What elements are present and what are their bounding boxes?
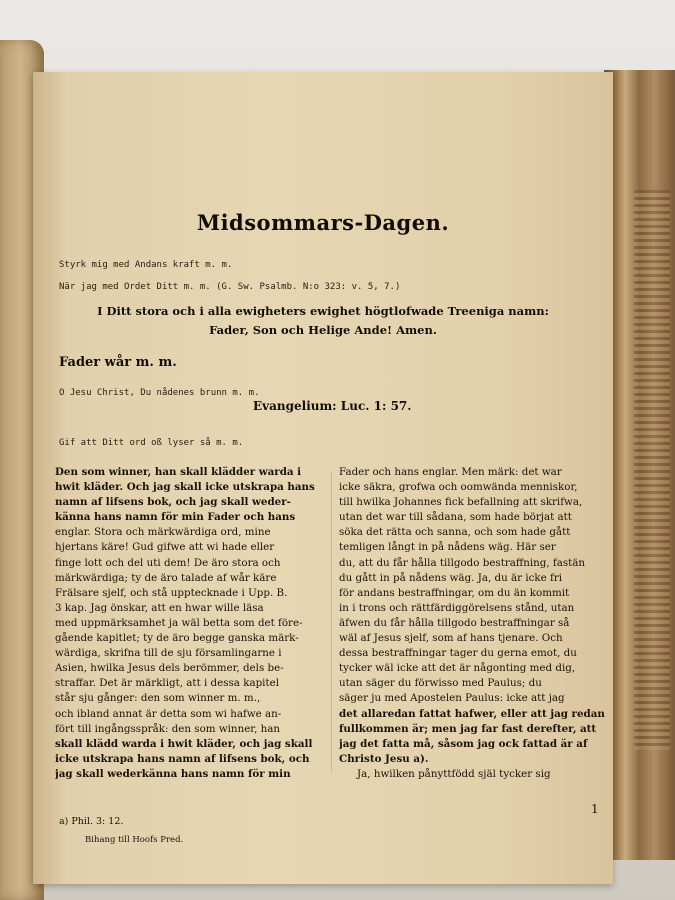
book-edge — [604, 70, 675, 860]
text-line: utan det war till sådana, som hade börjat att — [339, 511, 572, 524]
text-line: hwit kläder. Och jag skall icke utskrapa hans — [55, 481, 315, 494]
fader-var: Fader wår m. m. — [59, 355, 177, 370]
hymn-line-1: Styrk mig med Andans kraft m. m. — [59, 260, 233, 270]
page-title: Midsommars-Dagen. — [196, 210, 450, 235]
text-line: utan säger du förwisso med Paulus; du — [339, 677, 542, 690]
text-line: Den som winner, han skall klädder warda i — [55, 466, 302, 478]
text-line: du gått in på nådens wäg. Ja, du är icke fri — [339, 571, 563, 584]
text-line: 3 kap. Jag önskar, att en hwar wille läsa — [55, 601, 264, 614]
book-page — [33, 72, 613, 884]
text-line: känna hans namn för min Fader och hans — [55, 511, 296, 524]
text-line: Fader och hans englar. Men märk: det war — [339, 466, 562, 478]
text-line: jag det fatta må, såsom jag ock fattad är af — [339, 737, 588, 750]
prayer-line-1: I Ditt stora och i alla ewigheters ewighet högtlofwade Treeniga namn: — [97, 304, 549, 318]
text-line: dessa bestraffningar tager du gerna emot, du — [339, 647, 577, 660]
text-line: icke säkra, grofwa och oomwända menniskor, — [339, 481, 578, 494]
footnote: a) Phil. 3: 12. — [59, 816, 124, 827]
text-line: straffar. Det är märkligt, att i dessa kapitel — [55, 677, 280, 690]
hymn-gif: Gif att Ditt ord oß lyser så m. m. — [59, 438, 244, 448]
text-line: Ja, hwilken pånyttfödd själ tycker sig — [357, 767, 551, 780]
text-line: Frälsare sjelf, och stå upptecknade i Upp. B. — [55, 586, 288, 599]
text-line: tycker wäl icke att det är någonting med dig, — [339, 662, 576, 675]
text-line: jag skall wederkänna hans namn för min — [55, 767, 291, 780]
evangelium-heading: Evangelium: Luc. 1: 57. — [253, 399, 412, 413]
text-line: söka det rätta och sanna, och som hade gått — [339, 526, 571, 539]
prayer-line-2: Fader, Son och Helige Ande! Amen. — [209, 323, 437, 337]
text-line: fört till ingångsspråk: den som winner, han — [55, 722, 281, 735]
text-line: det allaredan fattat hafwer, eller att jag redan — [339, 707, 605, 720]
text-line: du, att du får hålla tillgodo bestraffning, fastän — [339, 556, 586, 569]
text-line: finge lott och del uti dem! De äro stora och — [55, 556, 281, 569]
footer-signature: Bihang till Hoofs Pred. — [85, 835, 184, 845]
text-line: märkwärdiga; ty de äro talade af wår käre — [55, 571, 277, 584]
column-gutter — [331, 472, 332, 772]
hymn-jesu: O Jesu Christ, Du nådenes brunn m. m. — [59, 388, 260, 398]
text-column-right — [339, 465, 605, 782]
text-line: englar. Stora och märkwärdiga ord, mine — [55, 526, 271, 539]
text-line: hjertans käre! Gud gifwe att wi hade eller — [55, 541, 275, 554]
text-column-left — [55, 465, 327, 782]
text-line: skall klädd warda i hwit kläder, och jag skall — [55, 737, 313, 750]
text-line: gående kapitlet; ty de äro begge ganska märk- — [55, 632, 299, 645]
hymn-line-2: När jag med Ordet Ditt m. m. (G. Sw. Psalmb. N:o 323: v. 5, 7.) — [59, 282, 401, 292]
text-line: äfwen du får hålla tillgodo bestraffningar så — [339, 616, 570, 629]
text-line: för andans bestraffningar, om du än kommit — [339, 586, 570, 599]
text-line: Asien, hwilka Jesus dels berömmer, dels be- — [55, 662, 284, 675]
text-line: med uppmärksamhet ja wäl betta som det före- — [55, 616, 303, 629]
text-line: temligen långt in på nådens wäg. Här ser — [339, 541, 556, 554]
text-line: namn af lifsens bok, och jag skall weder- — [55, 496, 291, 509]
text-line: säger ju med Apostelen Paulus: icke att jag — [339, 692, 565, 705]
text-line: in i trons och rättfärdiggörelsens stånd, utan — [339, 601, 575, 614]
text-line: wärdiga, skrifna till de sju församlingarne i — [55, 647, 282, 660]
text-line: fullkommen är; men jag far fast derefter, att — [339, 722, 597, 735]
text-line: Christo Jesu a). — [339, 752, 429, 765]
text-line: står sju gånger: den som winner m. m., — [55, 692, 261, 705]
text-line: wäl af Jesus sjelf, som af hans tjenare. Och — [339, 632, 563, 645]
text-line: icke utskrapa hans namn af lifsens bok, och — [55, 752, 310, 765]
text-line: och ibland annat är detta som wi hafwe an- — [55, 707, 282, 720]
text-line: till hwilka Johannes fick befallning att skrifwa, — [339, 496, 583, 509]
page-number: 1 — [591, 802, 599, 816]
